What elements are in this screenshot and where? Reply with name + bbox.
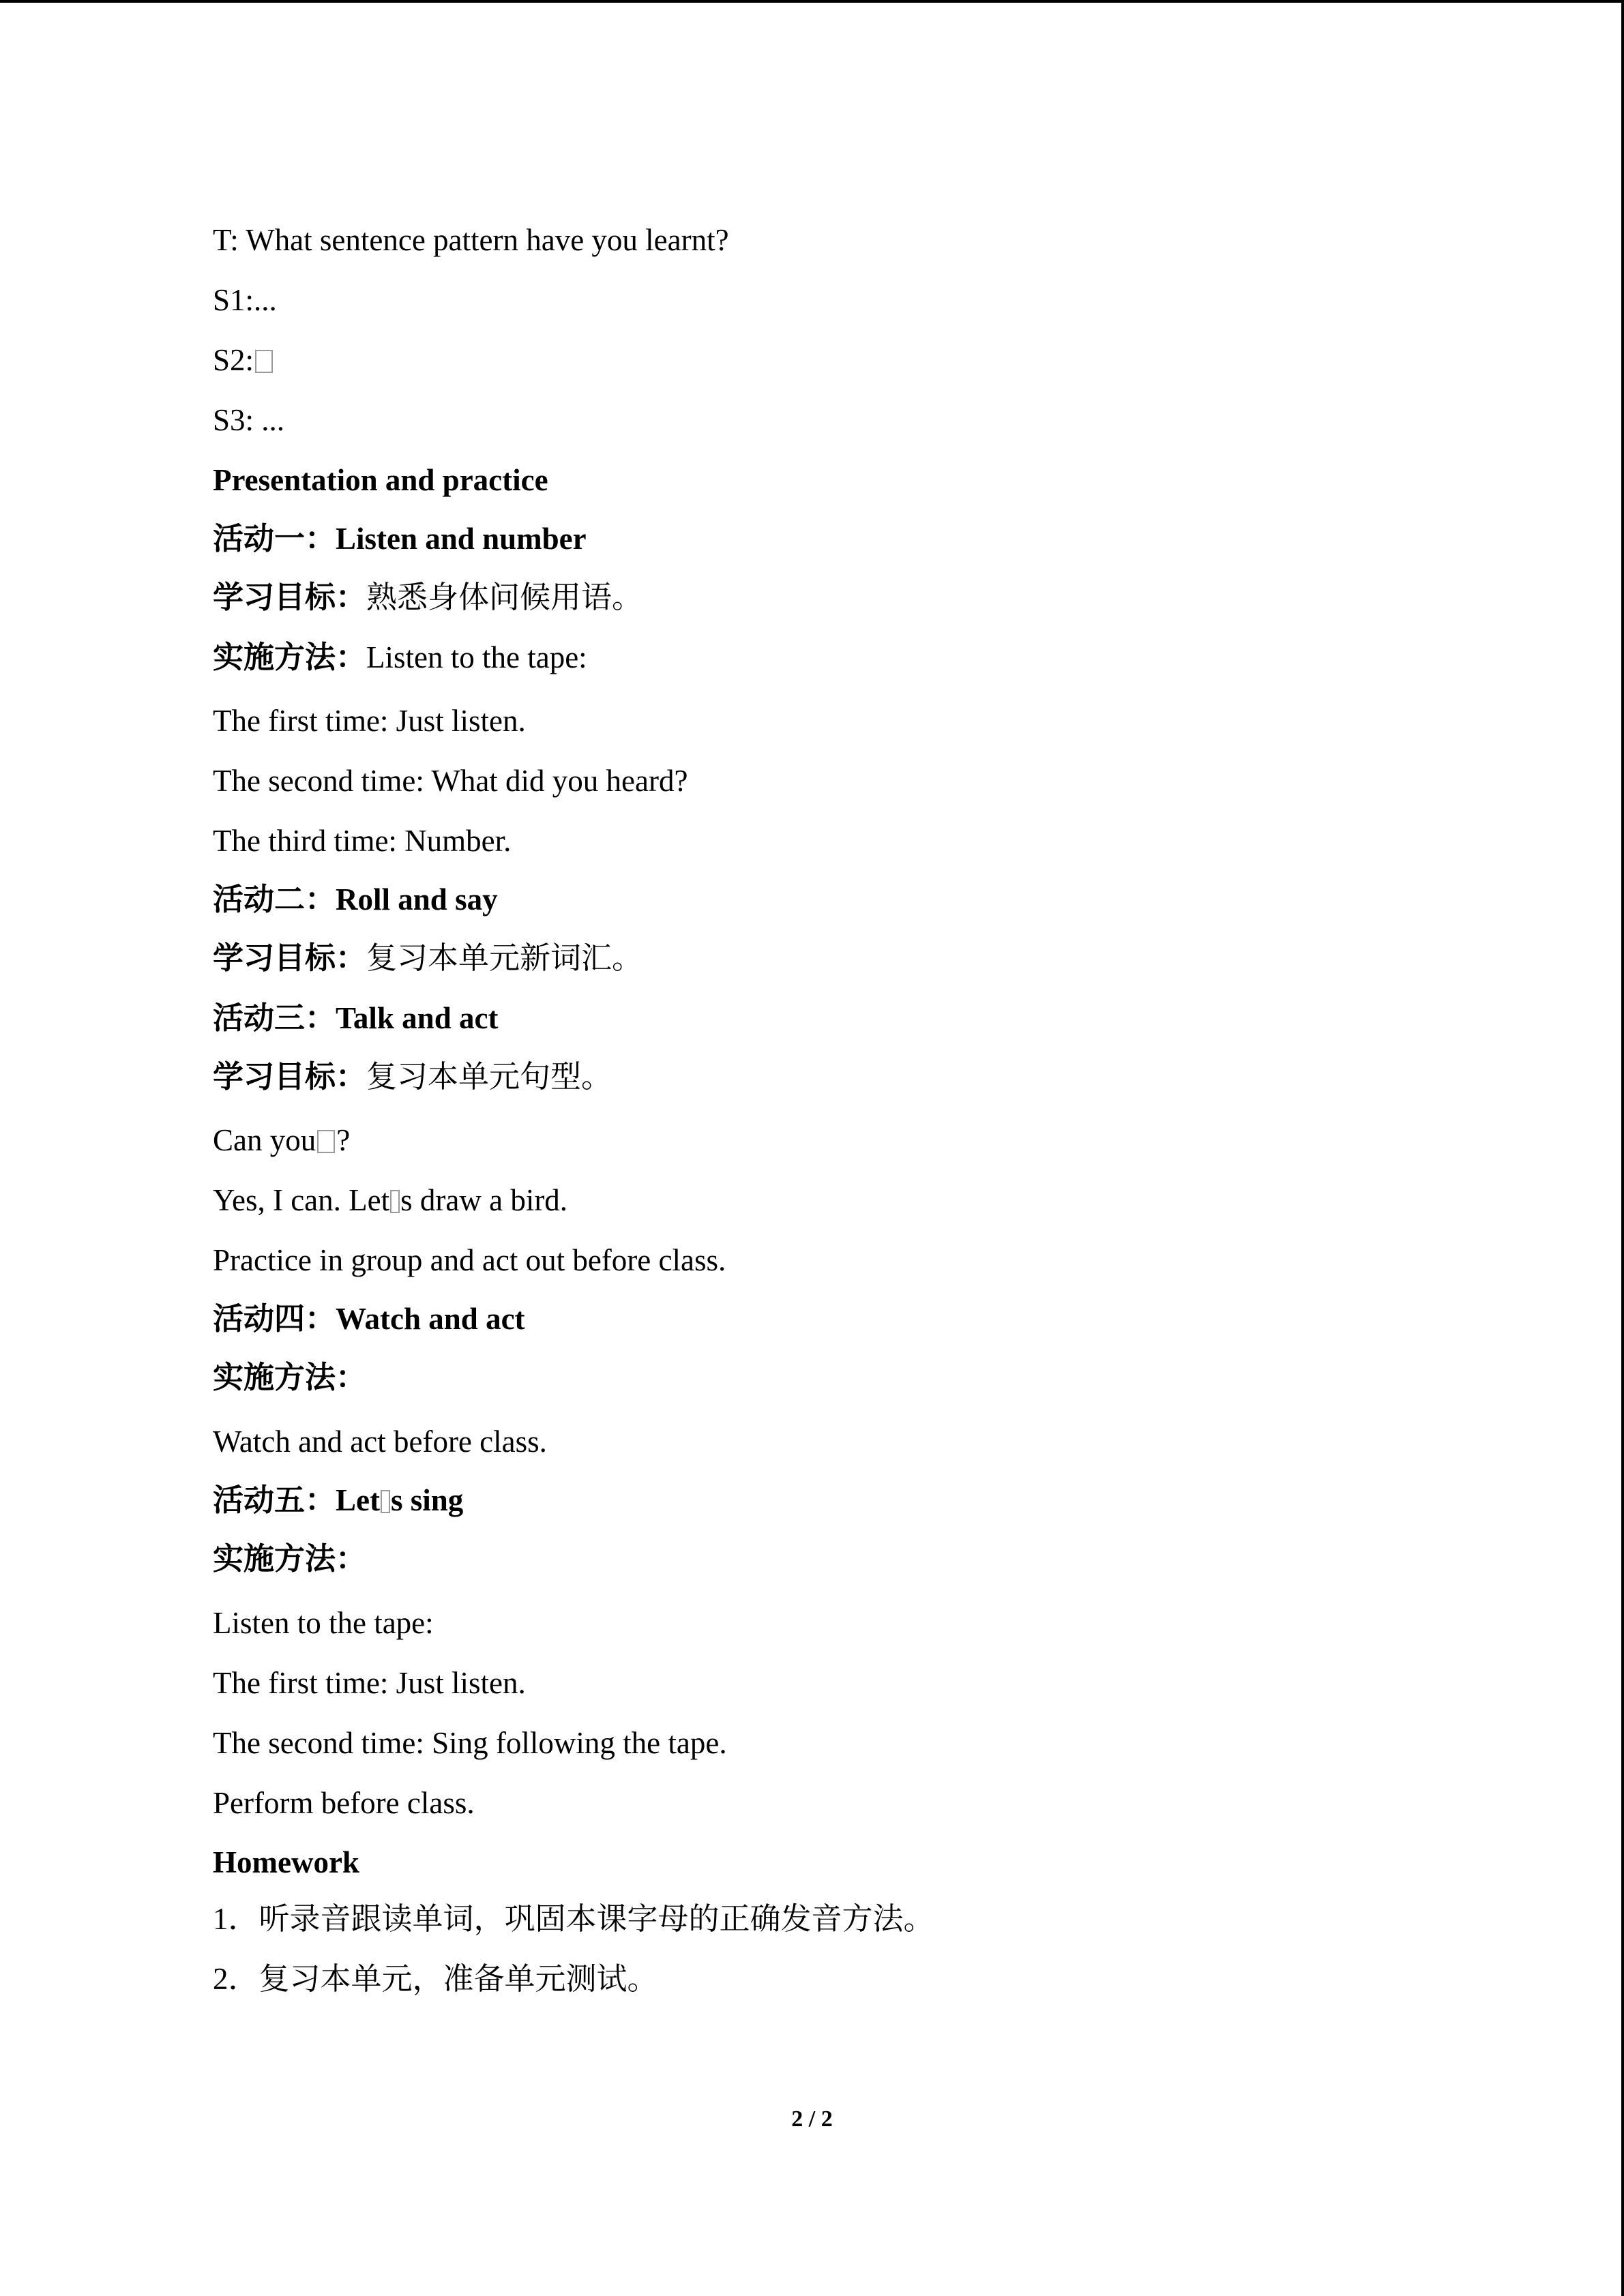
- dialogue-s1-line: S1:...: [213, 283, 277, 317]
- goal-label: 学习目标：: [213, 580, 367, 614]
- goal-label: 学习目标：: [213, 941, 367, 975]
- practice-instruction: Practice in group and act out before class.: [213, 1243, 726, 1277]
- activity-4-heading: [213, 1300, 525, 1338]
- activity-2-label: 活动二：: [213, 882, 336, 916]
- dialogue-s2-line: [213, 341, 274, 379]
- method-step-1: The first time: Just listen.: [213, 704, 526, 738]
- method-step-2: The second time: What did you heard?: [213, 764, 688, 798]
- activity-5-step-1: The first time: Just listen.: [213, 1666, 526, 1700]
- homework-item-1: 1．听录音跟读单词，巩固本课字母的正确发音方法。: [213, 1902, 934, 1936]
- activity-5-step-2: The second time: Sing following the tape.: [213, 1726, 727, 1760]
- goal-text: 复习本单元新词汇。: [366, 941, 643, 975]
- homework-item-2: 2．复习本单元，准备单元测试。: [213, 1962, 658, 1996]
- activity-2-heading: [213, 880, 498, 919]
- activity-5-step-3: Perform before class.: [213, 1786, 475, 1820]
- section-heading-homework: Homework: [213, 1845, 359, 1879]
- missing-glyph-icon: [381, 1490, 390, 1513]
- activity-2-title: Roll and say: [336, 882, 498, 916]
- activity-5-method: [213, 1540, 366, 1578]
- activity-5-label: 活动五：: [213, 1483, 336, 1517]
- activity-5-title-suffix: s sing: [391, 1483, 464, 1517]
- goal-label: 学习目标：: [213, 1060, 367, 1094]
- activity-3-label: 活动三：: [213, 1001, 336, 1035]
- page-number: 2 / 2: [791, 2106, 833, 2132]
- activity-4-method: [213, 1358, 366, 1397]
- method-label: 实施方法：: [213, 1542, 367, 1576]
- method-text: Listen to the tape:: [366, 640, 587, 674]
- goal-text: 复习本单元句型。: [366, 1060, 612, 1094]
- activity-3-goal: [213, 1058, 612, 1096]
- goal-text: 熟悉身体问候用语。: [366, 580, 643, 614]
- activity-1-heading: [213, 520, 587, 558]
- dialogue-s2-prefix: S2:: [213, 343, 254, 377]
- missing-glyph-icon: [255, 350, 273, 373]
- activity-3-heading: [213, 999, 498, 1037]
- activity-4-title: Watch and act: [336, 1302, 525, 1336]
- activity-1-method: [213, 638, 587, 676]
- method-label: 实施方法：: [213, 640, 367, 674]
- dialogue-teacher-line: T: What sentence pattern have you learnt?: [213, 223, 729, 257]
- answer-prefix: Yes, I can. Let: [213, 1183, 390, 1217]
- answer-suffix: s draw a bird.: [400, 1183, 568, 1217]
- question-suffix: ?: [336, 1123, 351, 1157]
- activity-1-goal: [213, 578, 643, 616]
- activity-3-title: Talk and act: [336, 1001, 499, 1035]
- activity-1-title: Listen and number: [336, 522, 587, 556]
- activity-2-goal: [213, 939, 643, 977]
- method-label: 实施方法：: [213, 1360, 367, 1395]
- activity-4-label: 活动四：: [213, 1302, 336, 1336]
- sentence-pattern-question: [213, 1121, 350, 1159]
- question-prefix: Can you: [213, 1123, 316, 1157]
- sentence-pattern-answer: [213, 1181, 567, 1219]
- missing-glyph-icon: [317, 1130, 335, 1153]
- activity-5-title-prefix: Let: [336, 1483, 380, 1517]
- activity-5-heading: [213, 1481, 463, 1519]
- activity-4-instruction: Watch and act before class.: [213, 1425, 547, 1459]
- dialogue-s3-line: S3: ...: [213, 403, 285, 437]
- missing-glyph-icon: [390, 1190, 400, 1213]
- method-step-3: The third time: Number.: [213, 824, 512, 858]
- activity-5-step-0: Listen to the tape:: [213, 1606, 434, 1640]
- section-heading-presentation: Presentation and practice: [213, 463, 548, 497]
- activity-1-label: 活动一：: [213, 522, 336, 556]
